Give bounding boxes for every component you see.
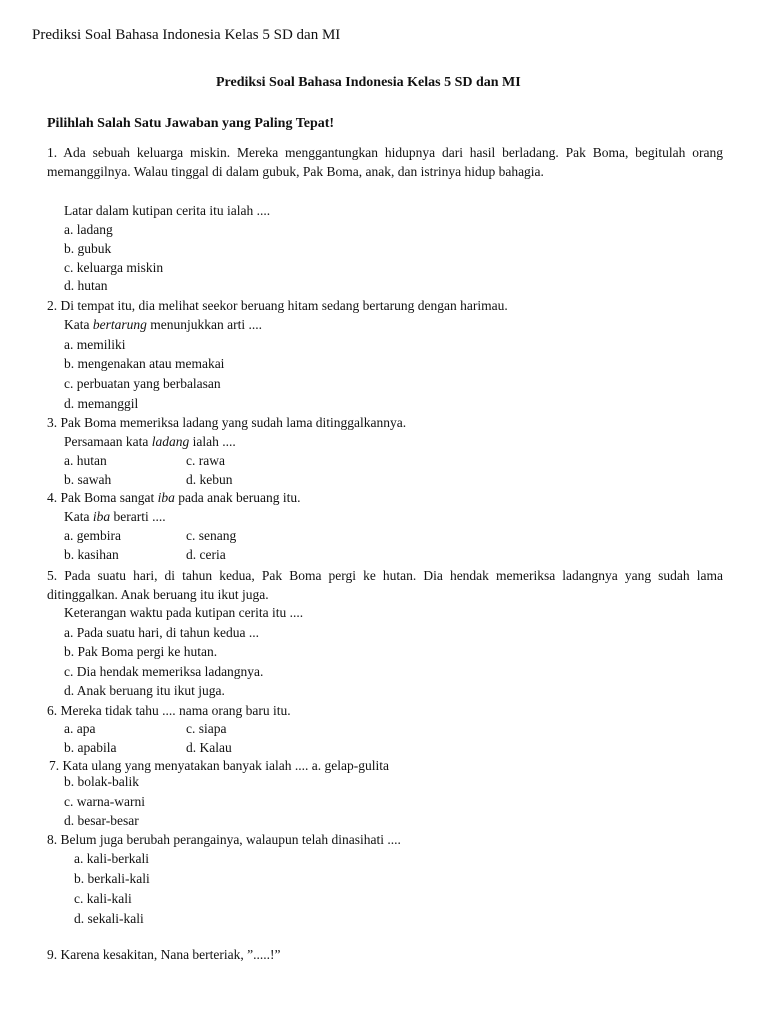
question-5-option-b: b. Pak Boma pergi ke hutan. (64, 644, 218, 659)
question-2-option-a: a. memiliki (64, 337, 126, 352)
question-4-option-a: a. gembira (64, 528, 121, 543)
question-3-prompt: Persamaan kata ladang ialah .... (64, 434, 236, 449)
question-7-text: 7. Kata ulang yang menyatakan banyak ialah .... a. gelap-gulita (49, 758, 389, 773)
question-1-option-b: b. gubuk (64, 241, 112, 256)
document-title: Prediksi Soal Bahasa Indonesia Kelas 5 SD dan MI (216, 75, 521, 90)
question-8-option-d: d. sekali-kali (74, 911, 144, 926)
question-8-option-a: a. kali-berkali (74, 851, 149, 866)
question-3-text: 3. Pak Boma memeriksa ladang yang sudah lama ditinggalkannya. (47, 415, 407, 430)
question-8-option-c: c. kali-kali (74, 891, 132, 906)
question-2-option-d: d. memanggil (64, 396, 139, 411)
question-6-option-a: a. apa (64, 721, 96, 736)
question-5-option-c: c. Dia hendak memeriksa ladangnya. (64, 664, 264, 679)
question-5-option-d: d. Anak beruang itu ikut juga. (64, 683, 225, 698)
question-3-option-a: a. hutan (64, 453, 107, 468)
question-6-option-b: b. apabila (64, 740, 117, 755)
question-5-prompt: Keterangan waktu pada kutipan cerita itu .... (64, 605, 304, 620)
question-1-option-d: d. hutan (64, 278, 108, 293)
question-5-option-a: a. Pada suatu hari, di tahun kedua ... (64, 625, 259, 640)
question-8-option-b: b. berkali-kali (74, 871, 150, 886)
instruction: Pilihlah Salah Satu Jawaban yang Paling Tepat! (47, 116, 335, 131)
question-4-option-c: c. senang (186, 528, 237, 543)
question-2-option-b: b. mengenakan atau memakai (64, 356, 225, 371)
question-1-option-a: a. ladang (64, 222, 113, 237)
question-9-text: 9. Karena kesakitan, Nana berteriak, ”.....!” (47, 947, 281, 962)
question-7-option-d: d. besar-besar (64, 813, 139, 828)
question-4-option-b: b. kasihan (64, 547, 119, 562)
question-6-option-c: c. siapa (186, 721, 227, 736)
question-6-text: 6. Mereka tidak tahu .... nama orang baru itu. (47, 703, 291, 718)
question-5-text: 5. Pada suatu hari, di tahun kedua, Pak Boma pergi ke hutan. Dia hendak memeriksa ladangnya yang sudah lama ditinggalkan. Anak beruang itu ikut juga. (47, 568, 723, 602)
question-7-option-b: b. bolak-balik (64, 774, 139, 789)
question-6-option-d: d. Kalau (186, 740, 232, 755)
question-4-option-d: d. ceria (186, 547, 226, 562)
question-4-text: 4. Pak Boma sangat iba pada anak beruang itu. (47, 490, 301, 505)
page-header: Prediksi Soal Bahasa Indonesia Kelas 5 SD dan MI (32, 27, 341, 43)
question-2-option-c: c. perbuatan yang berbalasan (64, 376, 221, 391)
question-8-text: 8. Belum juga berubah perangainya, walaupun telah dinasihati .... (47, 832, 401, 847)
question-1-text: 1. Ada sebuah keluarga miskin. Mereka menggantungkan hidupnya dari hasil berladang. Pak Boma, begitulah orang memanggilnya. Walau tinggal di dalam gubuk, Pak Boma, anak, dan istrinya hidup bahagia. (47, 145, 723, 179)
question-7-option-c: c. warna-warni (64, 794, 145, 809)
question-1-option-c: c. keluarga miskin (64, 260, 164, 275)
question-3-option-d: d. kebun (186, 472, 233, 487)
question-2-text: 2. Di tempat itu, dia melihat seekor beruang hitam sedang bertarung dengan harimau. (47, 298, 508, 313)
question-3-option-b: b. sawah (64, 472, 112, 487)
question-2-prompt: Kata bertarung menunjukkan arti .... (64, 317, 262, 332)
question-3-option-c: c. rawa (186, 453, 225, 468)
question-4-prompt: Kata iba berarti .... (64, 509, 166, 524)
question-1-prompt: Latar dalam kutipan cerita itu ialah .... (64, 203, 271, 218)
